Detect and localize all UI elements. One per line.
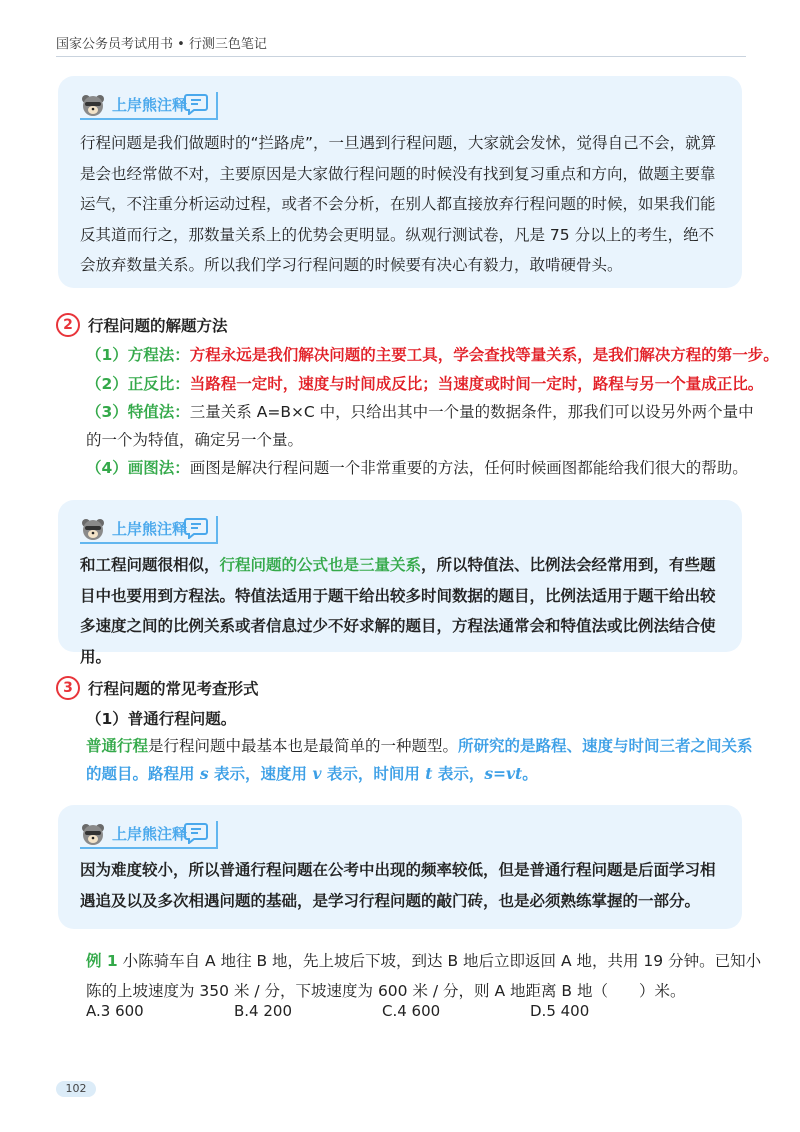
var-v: v xyxy=(312,764,322,783)
note-title xyxy=(80,516,218,544)
chat-bubble-icon xyxy=(184,822,208,844)
note-text: 行程问题是我们做题时的“拦路虎”，一旦遇到行程问题，大家就会发怵，觉得自己不会，就算是会也经常做不对，主要原因是大家做行程问题的时候没有找到复习重点和方向，做题主要靠运气，不注重分析运动过程，或者不会分析，在别人都直接放弃行程问题的时候，如果我们能反其道而行之，那数量关系上的优势会更明显。纵观行测试卷，凡是 75 分以上的考生，绝不会放弃数量关系。所以我们学习行程问题的时候要有决心有毅力，敢啃硬骨头。 xyxy=(80,134,717,274)
option-b[interactable]: B.4 200 xyxy=(234,1002,293,1020)
text: 表示， xyxy=(432,765,485,783)
note-label: 上岸熊注释 xyxy=(112,96,188,114)
method-1 xyxy=(86,340,779,370)
method-label: （1）方程法： xyxy=(86,346,190,364)
example-question xyxy=(86,946,762,1006)
section-number: 2 xyxy=(56,313,80,337)
var-s: s xyxy=(199,764,209,783)
header-divider xyxy=(56,56,746,57)
note-text: 因为难度较小，所以普通行程问题在公考中出现的频率较低，但是普通行程问题是后面学习相遇追及以及多次相遇问题的基础，是学习行程问题的敲门砖，也是必须熟练掌握的一部分。 xyxy=(80,861,716,910)
text-highlight: 所研究的是路程、速度与时间三者之间关系 xyxy=(458,737,753,755)
note-box-3 xyxy=(58,805,742,929)
method-3 xyxy=(86,397,754,427)
bear-icon xyxy=(80,516,106,542)
method-4 xyxy=(86,453,748,483)
section-number: 3 xyxy=(56,676,80,700)
example-line-2: 陈的上坡速度为 350 米 / 分，下坡速度为 600 米 / 分，则 A 地距离 B 地（ ）米。 xyxy=(86,982,686,1000)
note-text xyxy=(80,550,724,672)
text: 。 xyxy=(522,765,538,783)
note-text-part: 和工程问题很相似， xyxy=(80,556,220,574)
method-text: 方程永远是我们解决问题的主要工具，学会查找等量关系，是我们解决方程的第一步。 xyxy=(189,346,779,364)
note-label: 上岸熊注释 xyxy=(112,520,188,538)
option-c[interactable]: C.4 600 xyxy=(382,1002,441,1020)
method-2 xyxy=(86,369,763,399)
method-text: 的一个为特值，确定另一个量。 xyxy=(86,431,304,449)
paragraph-line-2 xyxy=(86,759,538,789)
example-label: 例 1 xyxy=(86,952,118,970)
example-text: 小陈骑车自 A 地往 B 地，先上坡后下坡，到达 B 地后立即返回 A 地，共用 19 分钟。已知小 xyxy=(117,952,762,970)
note-label: 上岸熊注释 xyxy=(112,825,188,843)
note-title xyxy=(80,92,218,120)
method-text: 三量关系 A=B×C 中，只给出其中一个量的数据条件，那我们可以设另外两个量中 xyxy=(189,403,754,421)
option-d[interactable]: D.5 400 xyxy=(530,1002,590,1020)
chat-bubble-icon xyxy=(184,93,208,115)
example-line-1 xyxy=(86,946,762,976)
section-title: 行程问题的解题方法 xyxy=(88,317,228,335)
note-text-highlight: 行程问题的公式也是三量关系 xyxy=(219,556,422,574)
text: 的题目。路程用 xyxy=(86,765,200,783)
method-label: （4）画图法： xyxy=(86,459,190,477)
text: 表示，速度用 xyxy=(208,765,313,783)
formula: s=vt xyxy=(484,764,523,783)
page-number: 102 xyxy=(56,1081,96,1097)
header-title: 国家公务员考试用书 • 行测三色笔记 xyxy=(56,37,267,52)
var-t: t xyxy=(425,764,433,783)
note-text-part: ，所以特值法、比例法会经常用到，有些题目中也要用到方程法。特值法适用于题干给出较多时间数据的题目，比例法适用于题干给出较多速度之间的比例关系或者信息过少不好求解的题目，方程法通常会和特值法或比例法结合使用。 xyxy=(80,556,716,666)
method-label: （3）特值法： xyxy=(86,403,190,421)
answer-options xyxy=(86,1002,726,1026)
text: 是行程问题中最基本也是最简单的一种题型。 xyxy=(148,737,459,755)
chat-bubble-icon xyxy=(184,517,208,539)
section-title: 行程问题的常见考查形式 xyxy=(88,680,259,698)
method-label: （2）正反比： xyxy=(86,375,190,393)
bear-icon xyxy=(80,92,106,118)
text: 表示，时间用 xyxy=(321,765,426,783)
method-text: 画图是解决行程问题一个非常重要的方法，任何时候画图都能给我们很大的帮助。 xyxy=(189,459,748,477)
term-highlight: 普通行程 xyxy=(86,737,149,755)
method-text: 当路程一定时，速度与时间成反比；当速度或时间一定时，路程与另一个量成正比。 xyxy=(189,375,764,393)
note-box-2 xyxy=(58,500,742,666)
note-box-1 xyxy=(58,76,742,288)
bear-icon xyxy=(80,821,106,847)
method-3-cont xyxy=(86,425,303,455)
subsection-title: （1）普通行程问题。 xyxy=(86,710,237,728)
option-a[interactable]: A.3 600 xyxy=(86,1002,144,1020)
page-header xyxy=(0,0,800,58)
paragraph-line-1 xyxy=(86,731,753,761)
note-title xyxy=(80,821,218,849)
